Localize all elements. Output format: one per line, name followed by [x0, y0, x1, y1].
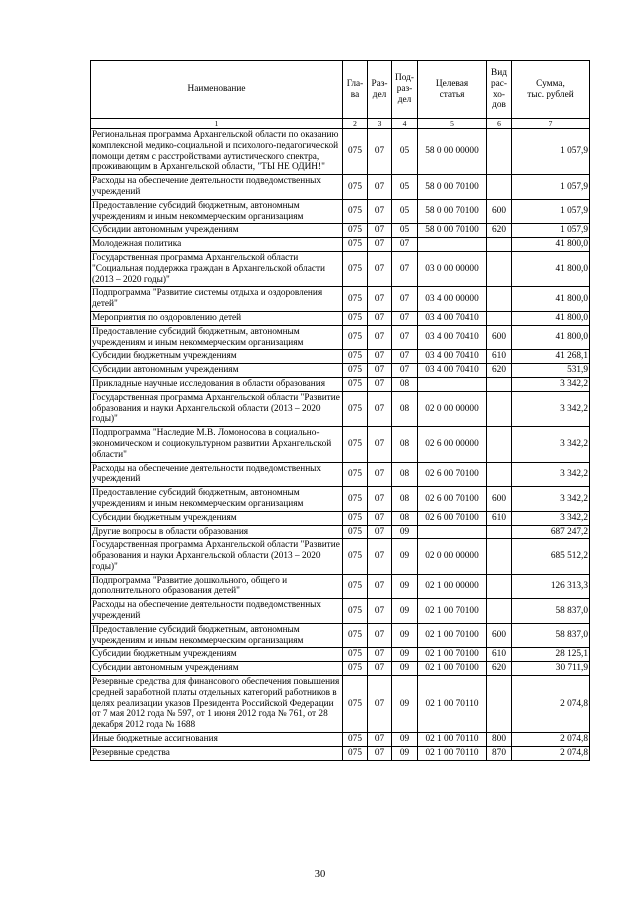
row-article: 02 1 00 00000 — [418, 574, 487, 599]
row-podrazdel: 09 — [392, 525, 418, 539]
row-article — [418, 525, 487, 539]
table-row — [91, 325, 590, 350]
row-sum: 3 342,2 — [512, 377, 590, 391]
row-razdel: 07 — [368, 199, 392, 224]
row-name: Расходы на обеспечение деятельности подведомственных учреждений — [91, 599, 343, 624]
row-name: Молодежная политика — [91, 238, 343, 252]
row-vid — [487, 427, 512, 462]
row-podrazdel: 07 — [392, 287, 418, 312]
table-row — [91, 224, 590, 238]
row-vid — [487, 525, 512, 539]
row-glava: 075 — [343, 525, 368, 539]
column-number: 1 — [91, 119, 343, 129]
row-vid: 600 — [487, 325, 512, 350]
row-razdel: 07 — [368, 733, 392, 747]
row-podrazdel: 09 — [392, 746, 418, 760]
row-sum: 41 800,0 — [512, 287, 590, 312]
row-sum: 3 342,2 — [512, 487, 590, 512]
row-podrazdel: 09 — [392, 599, 418, 624]
table-row — [91, 287, 590, 312]
row-vid: 620 — [487, 364, 512, 378]
header-vid: Вид рас- хо- дов — [487, 61, 512, 119]
row-razdel: 07 — [368, 599, 392, 624]
row-razdel: 07 — [368, 325, 392, 350]
row-name: Мероприятия по оздоровлению детей — [91, 311, 343, 325]
row-name: Субсидии автономным учреждениям — [91, 662, 343, 676]
table-row — [91, 175, 590, 200]
row-glava: 075 — [343, 199, 368, 224]
table-row — [91, 511, 590, 525]
row-article: 03 4 00 70410 — [418, 364, 487, 378]
row-article: 02 6 00 00000 — [418, 427, 487, 462]
row-razdel: 07 — [368, 175, 392, 200]
table-row — [91, 599, 590, 624]
row-sum: 28 125,1 — [512, 648, 590, 662]
row-podrazdel: 09 — [392, 733, 418, 747]
row-sum: 3 342,2 — [512, 391, 590, 426]
row-vid: 600 — [487, 199, 512, 224]
row-podrazdel: 09 — [392, 648, 418, 662]
header-sum: Сумма, тыс. рублей — [512, 61, 590, 119]
row-glava: 075 — [343, 238, 368, 252]
row-vid: 620 — [487, 224, 512, 238]
row-name: Подпрограмма "Наследие М.В. Ломоносова в социально-экономическом и социокультурном развитии Архангельской области" — [91, 427, 343, 462]
row-vid — [487, 238, 512, 252]
row-article: 02 1 00 70100 — [418, 623, 487, 648]
row-name: Государственная программа Архангельской области "Развитие образования и науки Архангельской области (2013 – 2020 годы)" — [91, 539, 343, 574]
row-name: Субсидии бюджетным учреждениям — [91, 350, 343, 364]
budget-table — [90, 60, 590, 761]
row-sum: 2 074,8 — [512, 733, 590, 747]
row-sum: 58 837,0 — [512, 599, 590, 624]
table-row — [91, 251, 590, 286]
row-article: 02 1 00 70110 — [418, 746, 487, 760]
row-vid — [487, 377, 512, 391]
row-glava: 075 — [343, 511, 368, 525]
page-number: 30 — [314, 869, 326, 880]
row-article: 03 4 00 00000 — [418, 287, 487, 312]
row-glava: 075 — [343, 364, 368, 378]
row-glava: 075 — [343, 662, 368, 676]
row-podrazdel: 08 — [392, 462, 418, 487]
row-podrazdel: 08 — [392, 487, 418, 512]
row-vid: 870 — [487, 746, 512, 760]
row-sum: 41 268,1 — [512, 350, 590, 364]
row-article: 58 0 00 70100 — [418, 199, 487, 224]
table-row — [91, 648, 590, 662]
table-row — [91, 350, 590, 364]
row-glava: 075 — [343, 623, 368, 648]
row-glava: 075 — [343, 311, 368, 325]
row-podrazdel: 08 — [392, 511, 418, 525]
table-row — [91, 676, 590, 733]
row-glava: 075 — [343, 251, 368, 286]
row-podrazdel: 09 — [392, 676, 418, 733]
row-name: Резервные средства — [91, 746, 343, 760]
row-glava: 075 — [343, 224, 368, 238]
row-glava: 075 — [343, 175, 368, 200]
row-vid: 800 — [487, 733, 512, 747]
row-podrazdel: 07 — [392, 251, 418, 286]
row-name: Субсидии автономным учреждениям — [91, 224, 343, 238]
row-name: Иные бюджетные ассигнования — [91, 733, 343, 747]
row-name: Субсидии автономным учреждениям — [91, 364, 343, 378]
row-podrazdel: 05 — [392, 129, 418, 175]
row-sum: 1 057,9 — [512, 224, 590, 238]
row-name: Подпрограмма "Развитие дошкольного, общего и дополнительного образования детей" — [91, 574, 343, 599]
table-row — [91, 623, 590, 648]
table-row — [91, 574, 590, 599]
row-article — [418, 377, 487, 391]
row-name: Предоставление субсидий бюджетным, автономным учреждениям и иным некоммерческим организациям — [91, 623, 343, 648]
row-name: Предоставление субсидий бюджетным, автономным учреждениям и иным некоммерческим организациям — [91, 199, 343, 224]
row-podrazdel: 07 — [392, 364, 418, 378]
row-podrazdel: 09 — [392, 662, 418, 676]
row-razdel: 07 — [368, 391, 392, 426]
row-podrazdel: 09 — [392, 623, 418, 648]
table-row — [91, 377, 590, 391]
row-glava: 075 — [343, 377, 368, 391]
row-razdel: 07 — [368, 427, 392, 462]
header-article: Целевая статья — [418, 61, 487, 119]
row-razdel: 07 — [368, 648, 392, 662]
row-razdel: 07 — [368, 129, 392, 175]
row-sum: 41 800,0 — [512, 325, 590, 350]
row-razdel: 07 — [368, 287, 392, 312]
row-podrazdel: 08 — [392, 377, 418, 391]
header-razdel: Раз- дел — [368, 61, 392, 119]
row-glava: 075 — [343, 325, 368, 350]
row-name: Субсидии бюджетным учреждениям — [91, 648, 343, 662]
row-article: 02 1 00 70110 — [418, 676, 487, 733]
row-vid — [487, 311, 512, 325]
row-razdel: 07 — [368, 676, 392, 733]
column-number: 4 — [392, 119, 418, 129]
row-sum: 41 800,0 — [512, 251, 590, 286]
row-name: Предоставление субсидий бюджетным, автономным учреждениям и иным некоммерческим организациям — [91, 325, 343, 350]
header-podrazdel: Под- раз- дел — [392, 61, 418, 119]
row-razdel: 07 — [368, 746, 392, 760]
header-glava: Гла- ва — [343, 61, 368, 119]
row-sum: 531,9 — [512, 364, 590, 378]
row-vid — [487, 129, 512, 175]
row-vid: 600 — [487, 623, 512, 648]
row-vid — [487, 599, 512, 624]
row-vid — [487, 676, 512, 733]
row-glava: 075 — [343, 676, 368, 733]
row-podrazdel: 07 — [392, 350, 418, 364]
column-number: 3 — [368, 119, 392, 129]
row-razdel: 07 — [368, 462, 392, 487]
row-podrazdel: 08 — [392, 391, 418, 426]
header-name: Наименование — [91, 61, 343, 119]
row-podrazdel: 05 — [392, 199, 418, 224]
row-podrazdel: 09 — [392, 574, 418, 599]
row-article: 02 0 00 00000 — [418, 391, 487, 426]
row-name: Другие вопросы в области образования — [91, 525, 343, 539]
row-razdel: 07 — [368, 311, 392, 325]
row-sum: 3 342,2 — [512, 462, 590, 487]
row-vid — [487, 251, 512, 286]
row-name: Региональная программа Архангельской области по оказанию комплексной медико-социальной и психолого-педагогической помощи детям с расстройствами аутистического спектра, проживающим в Архангельской области, "ТЫ НЕ ОДИН!" — [91, 129, 343, 175]
row-glava: 075 — [343, 287, 368, 312]
row-article: 02 1 00 70100 — [418, 648, 487, 662]
row-glava: 075 — [343, 350, 368, 364]
row-vid — [487, 175, 512, 200]
row-sum: 685 512,2 — [512, 539, 590, 574]
row-razdel: 07 — [368, 251, 392, 286]
row-razdel: 07 — [368, 511, 392, 525]
row-sum: 2 074,8 — [512, 746, 590, 760]
table-row — [91, 238, 590, 252]
row-sum: 3 342,2 — [512, 427, 590, 462]
row-razdel: 07 — [368, 525, 392, 539]
row-vid — [487, 539, 512, 574]
table-row — [91, 311, 590, 325]
row-vid — [487, 462, 512, 487]
row-glava: 075 — [343, 427, 368, 462]
table-row — [91, 525, 590, 539]
row-sum: 1 057,9 — [512, 199, 590, 224]
row-name: Государственная программа Архангельской области "Развитие образования и науки Архангельской области (2013 – 2020 годы)" — [91, 391, 343, 426]
row-sum: 41 800,0 — [512, 311, 590, 325]
row-sum: 687 247,2 — [512, 525, 590, 539]
row-article: 58 0 00 70100 — [418, 224, 487, 238]
row-article: 02 6 00 70100 — [418, 487, 487, 512]
row-vid: 600 — [487, 487, 512, 512]
column-number: 5 — [418, 119, 487, 129]
row-podrazdel: 07 — [392, 325, 418, 350]
table-row — [91, 462, 590, 487]
table-row — [91, 539, 590, 574]
table-row — [91, 427, 590, 462]
row-glava: 075 — [343, 574, 368, 599]
row-name: Прикладные научные исследования в области образования — [91, 377, 343, 391]
row-glava: 075 — [343, 746, 368, 760]
row-razdel: 07 — [368, 574, 392, 599]
row-article: 02 6 00 70100 — [418, 511, 487, 525]
row-vid — [487, 391, 512, 426]
row-sum: 1 057,9 — [512, 129, 590, 175]
row-glava: 075 — [343, 733, 368, 747]
row-podrazdel: 07 — [392, 238, 418, 252]
table-row — [91, 129, 590, 175]
row-podrazdel: 09 — [392, 539, 418, 574]
row-article: 02 0 00 00000 — [418, 539, 487, 574]
row-article: 58 0 00 70100 — [418, 175, 487, 200]
row-article: 03 4 00 70410 — [418, 311, 487, 325]
row-name: Государственная программа Архангельской области "Социальная поддержка граждан в Архангельской области (2013 – 2020 годы)" — [91, 251, 343, 286]
row-article: 58 0 00 00000 — [418, 129, 487, 175]
row-article: 03 4 00 70410 — [418, 350, 487, 364]
row-sum: 1 057,9 — [512, 175, 590, 200]
row-glava: 075 — [343, 487, 368, 512]
row-vid — [487, 574, 512, 599]
row-glava: 075 — [343, 648, 368, 662]
row-razdel: 07 — [368, 539, 392, 574]
row-article — [418, 238, 487, 252]
row-glava: 075 — [343, 599, 368, 624]
row-vid: 610 — [487, 350, 512, 364]
row-glava: 075 — [343, 391, 368, 426]
column-number: 6 — [487, 119, 512, 129]
table-row — [91, 733, 590, 747]
row-glava: 075 — [343, 539, 368, 574]
row-sum: 126 313,3 — [512, 574, 590, 599]
row-article: 02 1 00 70100 — [418, 662, 487, 676]
row-name: Подпрограмма "Развитие системы отдыха и оздоровления детей" — [91, 287, 343, 312]
row-name: Предоставление субсидий бюджетным, автономным учреждениям и иным некоммерческим организациям — [91, 487, 343, 512]
table-row — [91, 364, 590, 378]
row-vid: 620 — [487, 662, 512, 676]
row-sum: 2 074,8 — [512, 676, 590, 733]
row-razdel: 07 — [368, 238, 392, 252]
row-podrazdel: 08 — [392, 427, 418, 462]
row-article: 02 1 00 70110 — [418, 733, 487, 747]
row-sum: 58 837,0 — [512, 623, 590, 648]
row-name: Резервные средства для финансового обеспечения повышения средней заработной платы отдельных категорий работников в целях реализации указов Президента Российской Федерации от 7 мая 2012 года № 597, от 1 июня 2012 года № 761, от 28 декабря 2012 года № 1688 — [91, 676, 343, 733]
row-razdel: 07 — [368, 623, 392, 648]
table-row — [91, 746, 590, 760]
row-razdel: 07 — [368, 224, 392, 238]
table-row — [91, 199, 590, 224]
row-vid — [487, 287, 512, 312]
row-vid: 610 — [487, 648, 512, 662]
row-name: Расходы на обеспечение деятельности подведомственных учреждений — [91, 175, 343, 200]
row-podrazdel: 05 — [392, 175, 418, 200]
column-number: 7 — [512, 119, 590, 129]
row-vid: 610 — [487, 511, 512, 525]
table-row — [91, 391, 590, 426]
row-article: 03 4 00 70410 — [418, 325, 487, 350]
row-sum: 30 711,9 — [512, 662, 590, 676]
row-razdel: 07 — [368, 487, 392, 512]
row-name: Субсидии бюджетным учреждениям — [91, 511, 343, 525]
row-article: 03 0 00 00000 — [418, 251, 487, 286]
column-number-row — [91, 119, 590, 129]
row-podrazdel: 05 — [392, 224, 418, 238]
row-article: 02 1 00 70100 — [418, 599, 487, 624]
row-name: Расходы на обеспечение деятельности подведомственных учреждений — [91, 462, 343, 487]
row-glava: 075 — [343, 462, 368, 487]
row-glava: 075 — [343, 129, 368, 175]
row-sum: 3 342,2 — [512, 511, 590, 525]
row-razdel: 07 — [368, 350, 392, 364]
row-razdel: 07 — [368, 377, 392, 391]
column-number: 2 — [343, 119, 368, 129]
row-article: 02 6 00 70100 — [418, 462, 487, 487]
row-razdel: 07 — [368, 364, 392, 378]
table-header-row — [91, 61, 590, 119]
row-razdel: 07 — [368, 662, 392, 676]
table-row — [91, 487, 590, 512]
row-sum: 41 800,0 — [512, 238, 590, 252]
table-row — [91, 662, 590, 676]
row-podrazdel: 07 — [392, 311, 418, 325]
